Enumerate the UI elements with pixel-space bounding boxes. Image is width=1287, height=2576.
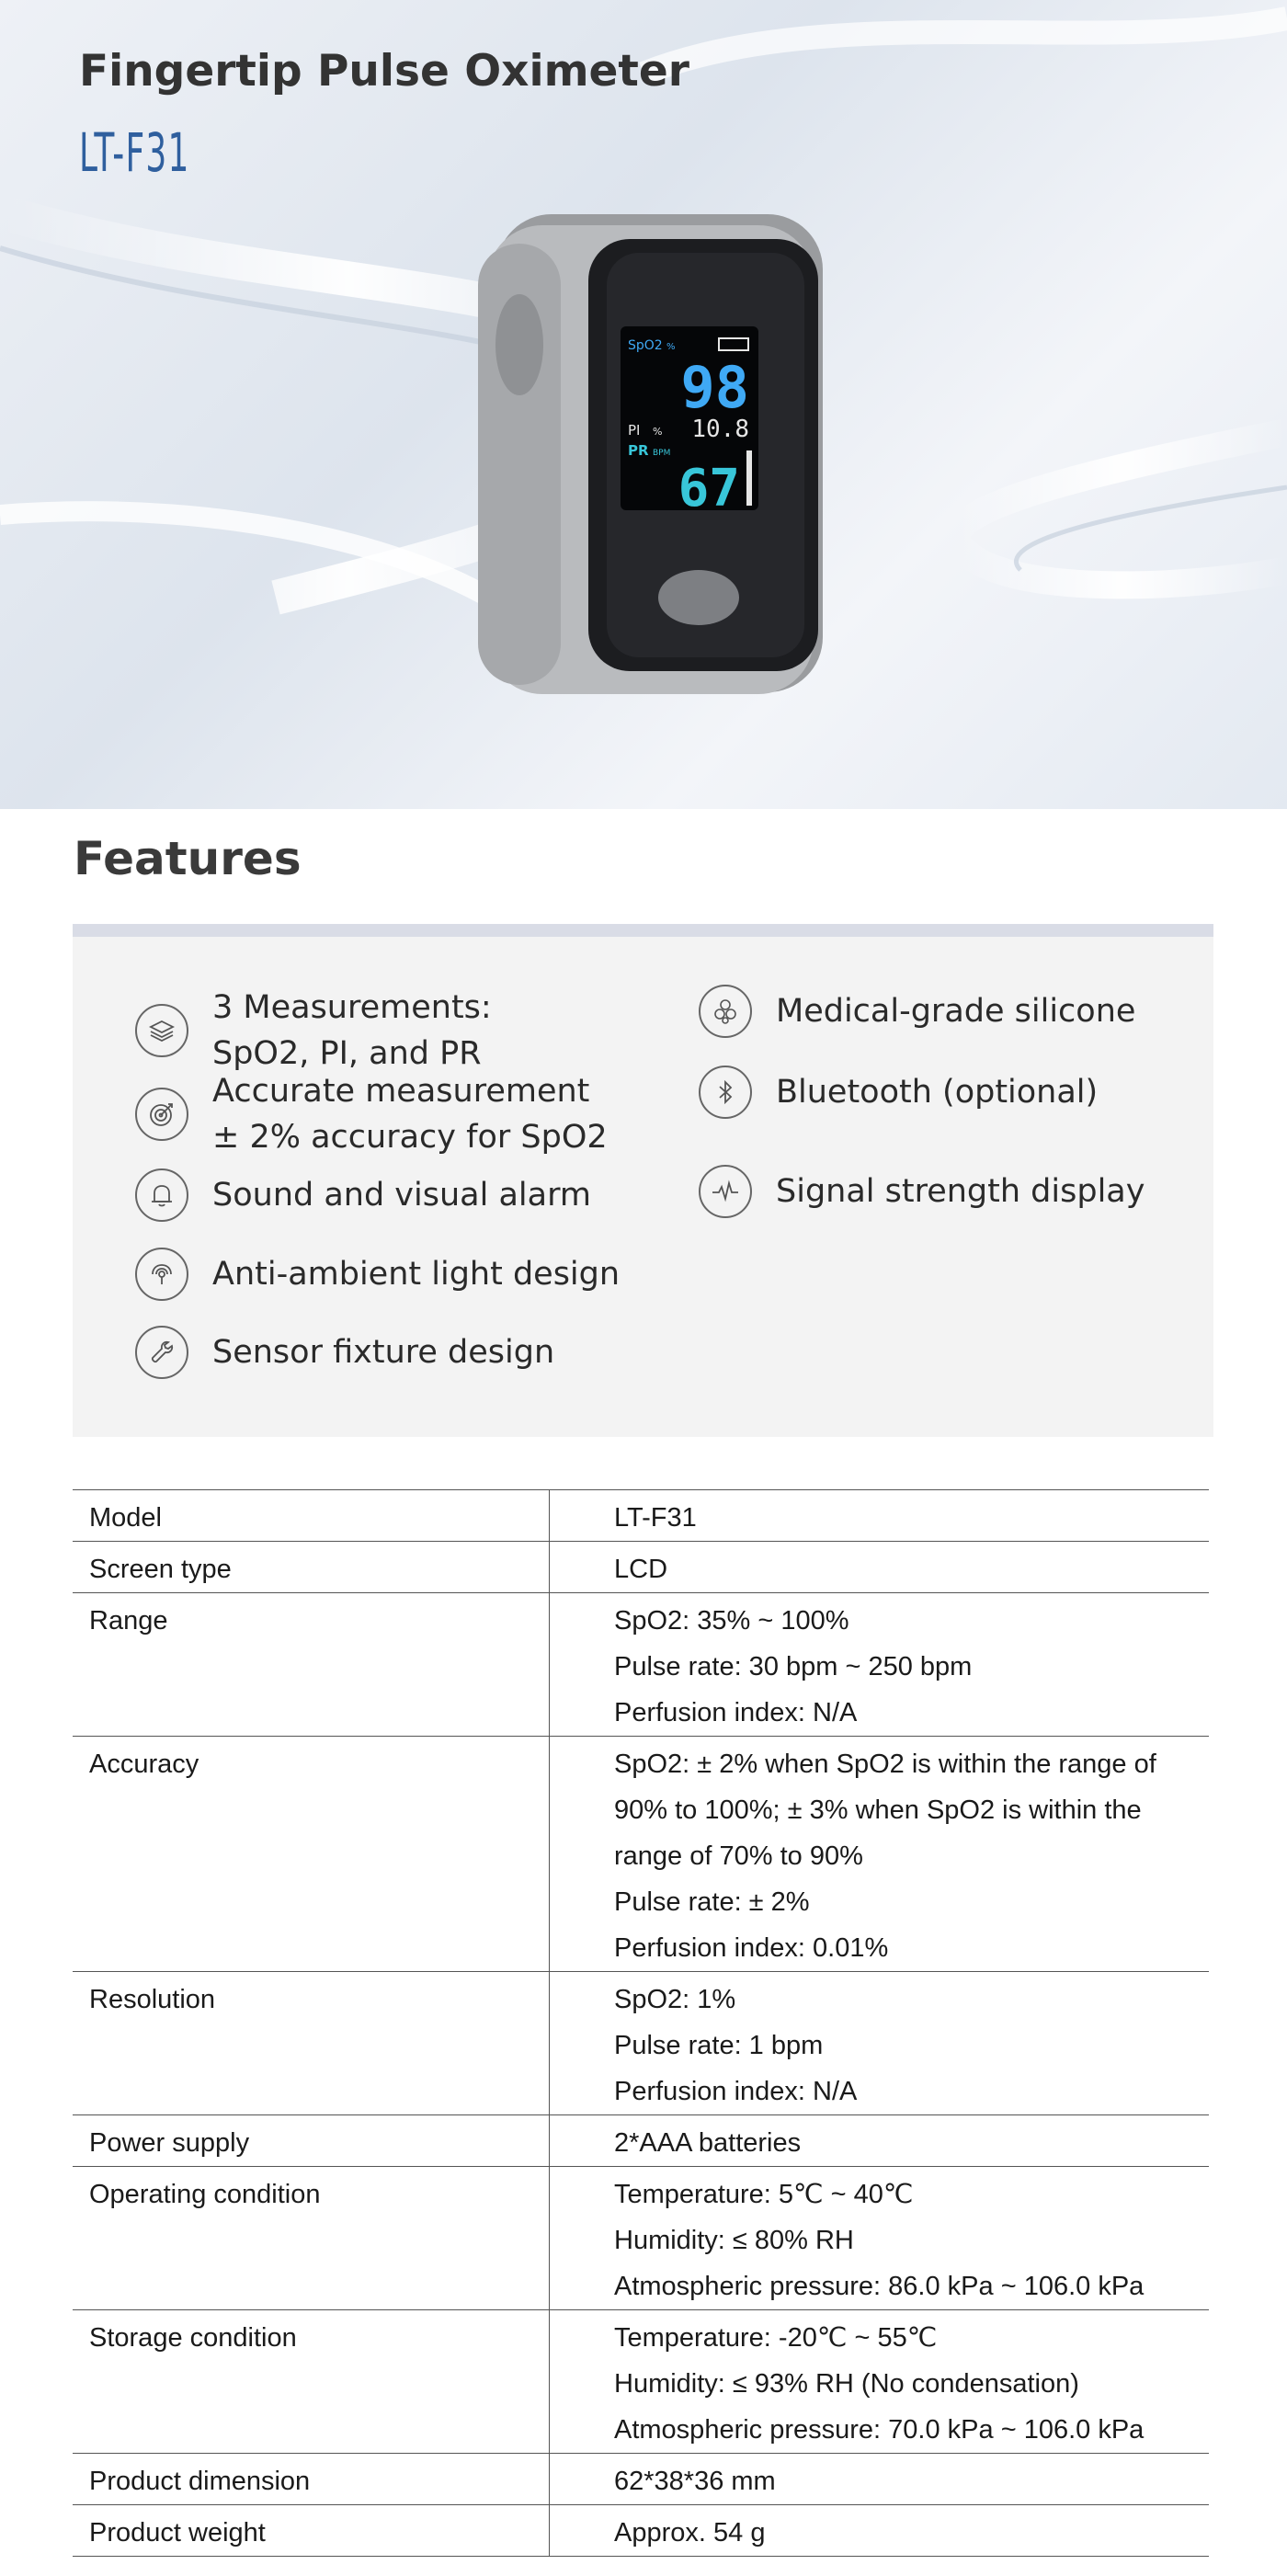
feature-item <box>699 1066 1098 1119</box>
spec-row <box>73 2115 1209 2167</box>
spec-value: Pulse rate: 1 bpm <box>614 2031 824 2060</box>
spec-value: SpO2: ± 2% when SpO2 is within the range of <box>614 1750 1156 1779</box>
bell-icon <box>135 1168 188 1222</box>
spec-row <box>73 1972 1209 2115</box>
light-sensor-icon <box>135 1248 188 1301</box>
spec-value-cell <box>550 1490 1210 1542</box>
bluetooth-icon <box>699 1066 752 1119</box>
feature-text: Signal strength display <box>776 1173 1145 1210</box>
spec-value: Perfusion index: N/A <box>614 2077 858 2106</box>
oximeter-device-illustration <box>478 207 827 703</box>
feature-text: Accurate measurement ± 2% accuracy for SpO2 <box>212 1073 608 1156</box>
feature-item <box>135 1068 608 1160</box>
spec-value: Perfusion index: 0.01% <box>614 1933 889 1963</box>
signal-bar <box>746 450 752 506</box>
target-icon <box>135 1088 188 1141</box>
feature-text: 3 Measurements: SpO2, PI, and PR <box>212 989 492 1072</box>
spec-table-body <box>73 1490 1209 2557</box>
feature-item <box>699 1165 1145 1218</box>
spec-label: Product weight <box>73 2505 550 2557</box>
spec-value-cell <box>550 1593 1210 1737</box>
pi-label: PI <box>628 422 641 439</box>
layers-icon <box>135 1004 188 1057</box>
spec-value: range of 70% to 90% <box>614 1841 863 1871</box>
spec-value: 2*AAA batteries <box>614 2128 802 2158</box>
pi-unit: % <box>653 426 663 438</box>
spec-label: Model <box>73 1490 550 1542</box>
feature-text: Sensor fixture design <box>212 1334 555 1371</box>
spec-value: Approx. 54 g <box>614 2518 766 2548</box>
feature-item <box>135 985 492 1077</box>
spec-value: LCD <box>614 1555 668 1584</box>
spec-table <box>73 1489 1209 2557</box>
model-name: LT-F31 <box>79 121 190 184</box>
spec-value: SpO2: 35% ~ 100% <box>614 1606 849 1636</box>
pr-value: 67 <box>678 459 740 519</box>
spo2-label: SpO2 <box>628 338 663 353</box>
feature-text: Medical-grade silicone <box>776 993 1136 1030</box>
spec-value: Atmospheric pressure: 70.0 kPa ~ 106.0 kPa <box>614 2415 1145 2445</box>
spec-label: Storage condition <box>73 2310 550 2454</box>
spec-row <box>73 2310 1209 2454</box>
spec-row <box>73 2167 1209 2310</box>
spo2-unit: % <box>666 342 676 352</box>
pulse-wave-icon <box>699 1165 752 1218</box>
spec-value: Pulse rate: 30 bpm ~ 250 bpm <box>614 1652 973 1681</box>
feature-item <box>135 1168 591 1222</box>
spec-value: 62*38*36 mm <box>614 2467 776 2496</box>
spec-value-cell <box>550 2310 1210 2454</box>
features-divider <box>73 924 1213 937</box>
spec-value: SpO2: 1% <box>614 1985 736 2014</box>
feature-text: Bluetooth (optional) <box>776 1074 1099 1111</box>
spec-value-cell <box>550 1737 1210 1972</box>
spec-value-cell <box>550 2454 1210 2505</box>
features-panel <box>73 937 1213 1437</box>
pr-label: PR <box>628 442 649 459</box>
spec-value: Temperature: 5℃ ~ 40℃ <box>614 2180 914 2209</box>
spec-label: Power supply <box>73 2115 550 2167</box>
spec-value-cell <box>550 2115 1210 2167</box>
feature-item <box>699 985 1135 1038</box>
spec-value: Humidity: ≤ 93% RH (No condensation) <box>614 2369 1079 2399</box>
spec-row <box>73 1737 1209 1972</box>
feature-text: Anti-ambient light design <box>212 1256 621 1293</box>
feature-item <box>135 1326 554 1379</box>
spec-row <box>73 2454 1209 2505</box>
feature-text: Sound and visual alarm <box>212 1177 591 1214</box>
page-title: Fingertip Pulse Oximeter <box>79 46 689 97</box>
spec-value-cell <box>550 2167 1210 2310</box>
spec-value: LT-F31 <box>614 1503 697 1533</box>
spec-label: Screen type <box>73 1542 550 1593</box>
spec-value: Temperature: -20℃ ~ 55℃ <box>614 2323 938 2353</box>
silicone-icon <box>699 985 752 1038</box>
spec-value-cell <box>550 1972 1210 2115</box>
spec-row <box>73 1542 1209 1593</box>
spec-label: Product dimension <box>73 2454 550 2505</box>
features-heading: Features <box>74 832 302 885</box>
spec-value-cell <box>550 2505 1210 2557</box>
spec-value: Pulse rate: ± 2% <box>614 1887 810 1917</box>
pr-unit: BPM <box>653 449 671 458</box>
pi-value: 10.8 <box>691 416 749 443</box>
wrench-icon <box>135 1326 188 1379</box>
spec-row <box>73 2505 1209 2557</box>
spec-row <box>73 1593 1209 1737</box>
spo2-value: 98 <box>680 354 749 421</box>
spec-value: Perfusion index: N/A <box>614 1698 858 1727</box>
spec-label: Accuracy <box>73 1737 550 1972</box>
power-button <box>658 570 739 625</box>
spec-value: 90% to 100%; ± 3% when SpO2 is within the <box>614 1795 1142 1825</box>
spec-value: Humidity: ≤ 80% RH <box>614 2226 854 2255</box>
spec-label: Operating condition <box>73 2167 550 2310</box>
spec-value-cell <box>550 1542 1210 1593</box>
spec-row <box>73 1490 1209 1542</box>
spec-label: Range <box>73 1593 550 1737</box>
spec-value: Atmospheric pressure: 86.0 kPa ~ 106.0 kPa <box>614 2272 1145 2301</box>
spec-label: Resolution <box>73 1972 550 2115</box>
feature-item <box>135 1248 620 1301</box>
hero-banner <box>0 0 1287 809</box>
